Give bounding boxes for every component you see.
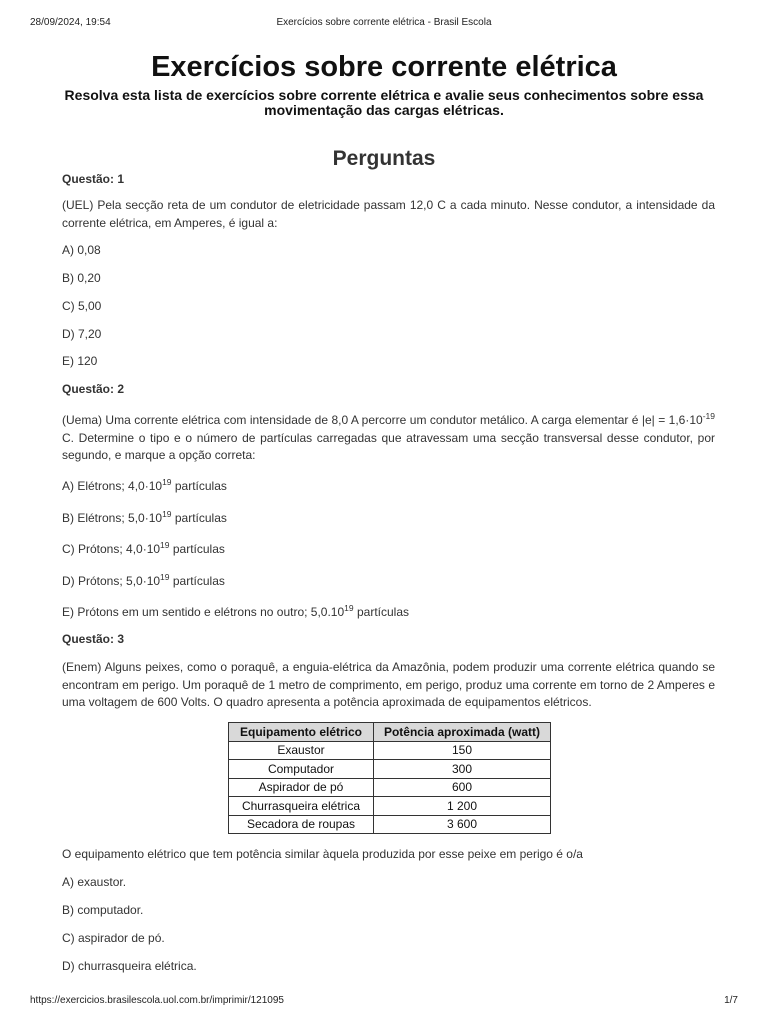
option-text: C) Prótons; 4,0·10 xyxy=(62,542,161,556)
question-2-label: Questão: 2 xyxy=(62,382,125,396)
option-text: A) Elétrons; 4,0·10 xyxy=(62,479,163,493)
question-2-option-a xyxy=(62,478,715,496)
document-title: Exercícios sobre corrente elétrica xyxy=(151,51,617,83)
question-2-option-c xyxy=(62,541,715,559)
question-3-prompt: O equipamento elétrico que tem potência similar àquela produzida por esse peixe em perigo é o/a xyxy=(62,847,583,861)
option-text-cont: partículas xyxy=(353,605,409,619)
question-2-option-d xyxy=(62,573,715,591)
table-cell: 600 xyxy=(374,778,551,797)
table-cell: 3 600 xyxy=(374,815,551,834)
option-text-cont: partículas xyxy=(171,511,227,525)
question-1-statement: (UEL) Pela secção reta de um condutor de eletricidade passam 12,0 C a cada minuto. Nesse condutor, a intensidade da corrente elétrica, em Amperes, é igual a: xyxy=(62,198,715,230)
question-2-statement-text: (Uema) Uma corrente elétrica com intensidade de 8,0 A percorre um condutor metálico. A carga elementar é |e| = 1,6·10 xyxy=(62,413,703,427)
option-exponent: 19 xyxy=(162,509,172,519)
question-3-option-c: C) aspirador de pó. xyxy=(62,931,165,945)
option-text-cont: partículas xyxy=(171,479,227,493)
question-2-option-e xyxy=(62,604,715,622)
option-exponent: 19 xyxy=(344,603,354,613)
table-cell: Exaustor xyxy=(229,741,374,760)
option-text: E) Prótons em um sentido e elétrons no outro; 5,0.10 xyxy=(62,605,345,619)
table-header-row xyxy=(229,723,551,742)
table-cell: 150 xyxy=(374,741,551,760)
table-cell: Aspirador de pó xyxy=(229,778,374,797)
option-exponent: 19 xyxy=(160,572,170,582)
question-2-statement-text-cont: C. Determine o tipo e o número de partículas carregadas que atravessam uma secção transversal desse condutor, por segundo, e marque a opção correta: xyxy=(62,430,715,462)
table-header-cell: Potência aproximada (watt) xyxy=(374,723,551,742)
table-cell: Computador xyxy=(229,760,374,779)
question-1-label: Questão: 1 xyxy=(62,172,125,186)
question-2-option-b xyxy=(62,510,715,528)
table-cell: 300 xyxy=(374,760,551,779)
option-exponent: 19 xyxy=(160,540,170,550)
question-1-option-b: B) 0,20 xyxy=(62,271,101,285)
print-url: https://exercicios.brasilescola.uol.com.br/imprimir/121095 xyxy=(30,995,284,1006)
option-text-cont: partículas xyxy=(169,574,225,588)
table-cell: Churrasqueira elétrica xyxy=(229,797,374,816)
option-text: B) Elétrons; 5,0·10 xyxy=(62,511,163,525)
question-2-statement xyxy=(62,412,715,465)
table-row xyxy=(229,741,551,760)
question-1-option-d: D) 7,20 xyxy=(62,327,102,341)
option-exponent: 19 xyxy=(162,477,172,487)
option-text: D) Prótons; 5,0·10 xyxy=(62,574,161,588)
table-row xyxy=(229,778,551,797)
print-footer xyxy=(30,995,738,1009)
table-header-cell: Equipamento elétrico xyxy=(229,723,374,742)
print-header xyxy=(30,17,738,31)
print-page-number: 1/7 xyxy=(724,995,738,1006)
table-cell: Secadora de roupas xyxy=(229,815,374,834)
document-subtitle: Resolva esta lista de exercícios sobre corrente elétrica e avalie seus conhecimentos sobre essa movimentação das cargas elétricas. xyxy=(64,87,704,118)
question-1-option-e: E) 120 xyxy=(62,354,98,368)
question-3-option-d: D) churrasqueira elétrica. xyxy=(62,959,197,973)
question-2-statement-exponent: -19 xyxy=(702,411,715,421)
question-3-option-a: A) exaustor. xyxy=(62,875,127,889)
question-3-statement: (Enem) Alguns peixes, como o poraquê, a enguia-elétrica da Amazônia, podem produzir uma corrente elétrica quando se encontram em perigo. Um poraquê de 1 metro de comprimento, em perigo, produz uma corrente em torno de 2 Amperes e uma voltagem de 600 Volts. O quadro apresenta a potência aproximada de equipamentos elétricos. xyxy=(62,660,715,709)
question-3-option-b: B) computador. xyxy=(62,903,144,917)
table-row xyxy=(229,760,551,779)
table-row xyxy=(229,815,551,834)
table-row xyxy=(229,797,551,816)
question-1-option-a: A) 0,08 xyxy=(62,243,101,257)
question-1-option-c: C) 5,00 xyxy=(62,299,102,313)
print-datetime: 28/09/2024, 19:54 xyxy=(30,17,111,28)
question-3-label: Questão: 3 xyxy=(62,632,125,646)
print-page-title: Exercícios sobre corrente elétrica - Brasil Escola xyxy=(276,17,492,28)
table-cell: 1 200 xyxy=(374,797,551,816)
option-text-cont: partículas xyxy=(169,542,225,556)
equipment-power-table xyxy=(228,722,551,834)
section-title: Perguntas xyxy=(332,147,436,170)
